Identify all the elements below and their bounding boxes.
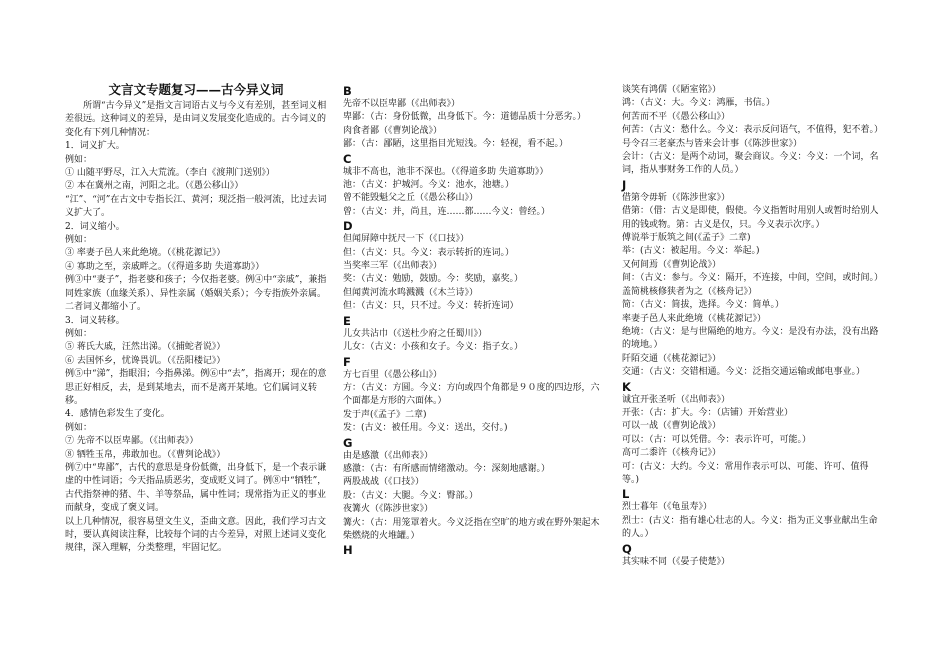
- text-line: 儿女：（古义：小孩和女子。今义：指子女。）: [343, 342, 524, 353]
- text-line: 例如：: [65, 328, 93, 339]
- text-line: ③ 率妻子邑人来此绝境。（《桃花源记》）: [65, 248, 226, 259]
- text-line: 交通：（古义：交错相通。今义：泛指交通运输或邮电事业。）: [622, 367, 866, 378]
- text-line: 3．词义转移。: [65, 315, 125, 326]
- text-line: 但：（古义：只。今义：表示转折的连词。）: [343, 247, 515, 258]
- text-line: 例如：: [65, 422, 93, 433]
- text-line: 举：(古义：被起用。今义：举起。): [622, 246, 760, 257]
- text-line: 烈士：(古义：指有雄心壮志的人。今义：指为正义事业献出生命的人。）: [622, 515, 878, 540]
- text-line: 开张：（古：扩大。今：（店铺）开始营业）: [622, 407, 794, 418]
- section-letter: D: [343, 219, 353, 234]
- text-line: 简：（古义：简拔，选择。今义：简单。）: [622, 300, 785, 311]
- text-line: 肉食者鄙（《曹刿论战》）: [343, 125, 443, 136]
- text-line: 例⑤中“涕”，指眼泪；今指鼻涕。例⑥中“去”，指离开；现在的意思正好相反，去，是到某地去，而不是离开某地。它们属词义转移。: [65, 369, 327, 406]
- section-letter: G: [343, 435, 353, 450]
- text-line: 股：（古义：大腿。今义：臀部。）: [343, 490, 479, 501]
- text-line: 1．词义扩大。: [65, 141, 125, 152]
- text-line: 但闻屏障中抚尺一下（《口技》）: [343, 234, 470, 245]
- text-line: 两股战战（《口技》）: [343, 477, 425, 488]
- text-line: 以上几种情况，很容易望文生义，歪曲文意。因此，我们学习古文时，要认真阅读注释，比较每个词的古今差异，对照上述词义变化规律，深入理解，分类整理，牢固记忆。: [65, 516, 327, 554]
- text-line: 谈笑有鸿儒（《陋室铭》）: [622, 85, 722, 95]
- text-line: 阡陌交通（《桃花源记》）: [622, 353, 722, 364]
- text-line: 先帝不以臣卑鄙（《出师表》）: [343, 99, 461, 109]
- text-line: ⑧ 牺牲玉帛，弗敢加也。（《曹刿论战》）: [65, 449, 226, 460]
- text-line: 感激：（古：有所感而情绪激动。今：深刻地感谢。）: [343, 463, 551, 474]
- text-line: 卑鄙：（古：身份低微，出身低下。今：道德品质十分恶劣。）: [343, 112, 587, 123]
- text-line: 间：（古义：参与。今义：隔开，不连接，中间，空间，或时间。）: [622, 273, 884, 284]
- text-line: ⑤ 蒋氏大戚，汪然出涕。（《捕蛇者说》）: [65, 342, 226, 353]
- text-line: 例如：: [65, 154, 93, 165]
- text-line: 所谓“古今异义”是指文言词语古义与今义有差别，甚至词义相差很远。这种词义的差异，是由词义发展变化造成的。古今词义的变化有下列几种情况：: [65, 101, 327, 138]
- text-line: 会计：（古义：是两个动词，聚会商议。今义：今义：一个词，名词，指从事财务工作的人员。）: [622, 152, 879, 176]
- text-line: 烈士暮年（《龟虽寿》）: [622, 502, 713, 513]
- text-line: “江”、“河”在古文中专指长江、黄河；现泛指一般河流，比过去词义扩大了。: [65, 194, 327, 219]
- text-line: 2．词义缩小。: [65, 221, 125, 232]
- section-letter: K: [622, 379, 631, 394]
- text-line: ⑥ 去国怀乡，忧谗畏讥。（《岳阳楼记》）: [65, 355, 226, 366]
- text-line: ② 本在冀州之南，河阳之北。（《愚公移山》）: [65, 181, 244, 192]
- text-line: 但闻黄河流水鸣溅溅（《木兰诗》）: [343, 287, 479, 298]
- text-line: 奖：（古义：勉励，鼓励。今：奖励，嘉奖。）: [343, 274, 524, 285]
- text-line: 其实味不同（《晏子使楚》）: [622, 556, 731, 567]
- text-line: 城非不高也，池非不深也。（《得道多助 失道寡助》）: [343, 166, 549, 177]
- column-intro: [65, 100, 327, 556]
- text-line: 率妻子邑人来此绝境（《桃花源记》）: [622, 313, 767, 324]
- section-letter: J: [622, 177, 627, 192]
- text-line: 诚宜开张圣听（《出师表》）: [622, 394, 731, 405]
- text-line: 儿女共沾巾（《送杜少府之任蜀川》）: [343, 328, 488, 339]
- section-letter: E: [343, 313, 351, 328]
- text-line: 4．感情色彩发生了变化。: [65, 409, 170, 420]
- section-letter: B: [343, 84, 352, 98]
- text-line: 例如：: [65, 235, 93, 246]
- text-line: ④ 寡助之至，亲戚畔之。（《得道多助 失道寡助》）: [65, 261, 265, 272]
- column-entries-b-h: [343, 84, 605, 557]
- text-line: 发于声(《孟子》二章): [343, 409, 427, 420]
- text-line: 发：(古义：被任用。今义：送出，交付。): [343, 423, 508, 434]
- text-line: 由是感激（《出师表》）: [343, 450, 434, 461]
- text-line: 可以一战（《曹刿论战》）: [622, 421, 722, 432]
- text-line: 何苦：（古义：愁什么。今义：表示反问语气，不值得，犯不着。）: [622, 125, 884, 136]
- section-letter: C: [343, 151, 352, 166]
- text-line: 夜篝火（《陈涉世家》）: [343, 504, 434, 515]
- text-line: 盖简桃核修狭者为之（《核舟记》）: [622, 286, 758, 297]
- section-letter: H: [343, 543, 353, 558]
- section-letter: L: [622, 487, 630, 502]
- text-line: ① 山随平野尽，江入大荒流。（李白《渡荆门送别》）: [65, 168, 275, 179]
- text-line: 绝境：（古义：是与世隔绝的地方。今义：是没有办法，没有出路的境地。）: [622, 326, 879, 351]
- text-line: 例⑦中“卑鄙”，古代的意思是身份低微，出身低下，是一个表示谦虚的中性词语；今天指品质恶劣，变成贬义词了。例⑧中“牺牲”，古代指祭神的猪、牛、羊等祭品，属中性词；现常指为正义的事业而献身，变成了褒义词。: [65, 462, 327, 514]
- text-line: 何苦而不平（《愚公移山》）: [622, 111, 731, 122]
- text-line: 但：（古义：只，只不过。今义：转折连词）: [343, 301, 519, 312]
- text-line: 篝火：（古：用笼罩着火。今义泛指在空旷的地方或在野外架起木柴燃烧的火堆罐。）: [343, 517, 600, 541]
- text-line: ⑦ 先帝不以臣卑鄙。（《出师表》）: [65, 436, 199, 447]
- text-line: 方七百里（《愚公移山》）: [343, 369, 443, 380]
- text-line: 鄙：（古：鄙陋，这里指目光短浅。今：轻视，看不起。）: [343, 139, 569, 150]
- text-line: 高可二黍许（《核舟记》）: [622, 448, 722, 459]
- text-line: 傅说举于版筑之间(《孟子》二章): [622, 233, 751, 244]
- text-line: 可：(古义：大约。今义：常用作表示可以、可能、许可、值得等。): [622, 461, 869, 485]
- text-line: 鸿：（古义：大。今义：鸿雁，书信。）: [622, 98, 776, 109]
- text-line: 曾不能毁魁父之丘（《愚公移山》）: [343, 193, 479, 204]
- text-line: 借第令毋斩（《陈涉世家》）: [622, 192, 731, 203]
- text-line: 曾：（古义：并，尚且，连……都……今义：曾经。）: [343, 206, 551, 217]
- column-entries-h-q: [622, 84, 884, 569]
- text-line: 例③中“妻子”，指老婆和孩子；今仅指老婆。例④中“亲戚”，兼指同姓家族（血缘关系）、异性亲属（婚姻关系）；今专指族外亲属。二者词义都缩小了。: [65, 275, 327, 313]
- text-line: 号令召三老豪杰与皆来会计事（《陈涉世家》）: [622, 138, 803, 149]
- text-line: 借第：（借：古义是即使，假使。今义指暂时用别人或暂时给别人用的钱或物。第：古义是仅，只。今义表示次序。）: [622, 206, 879, 230]
- text-line: 又何间焉（《曹刿论战》）: [622, 259, 722, 270]
- page-title: 文言文专题复习——古今异义词: [108, 82, 284, 97]
- text-line: 可以：（古：可以凭借。今：表示许可，可能。）: [622, 434, 812, 445]
- text-line: 当奖率三军（《出师表》）: [343, 261, 443, 272]
- text-line: 方：（古义：方圆。今义：方向或四个角都是９０度的四边形，六个面都是方形的六面体。）: [343, 382, 600, 407]
- text-line: 池：（古义：护城河。今义：池水，池塘。）: [343, 180, 515, 191]
- section-letter: F: [343, 354, 351, 369]
- section-letter: Q: [622, 541, 632, 556]
